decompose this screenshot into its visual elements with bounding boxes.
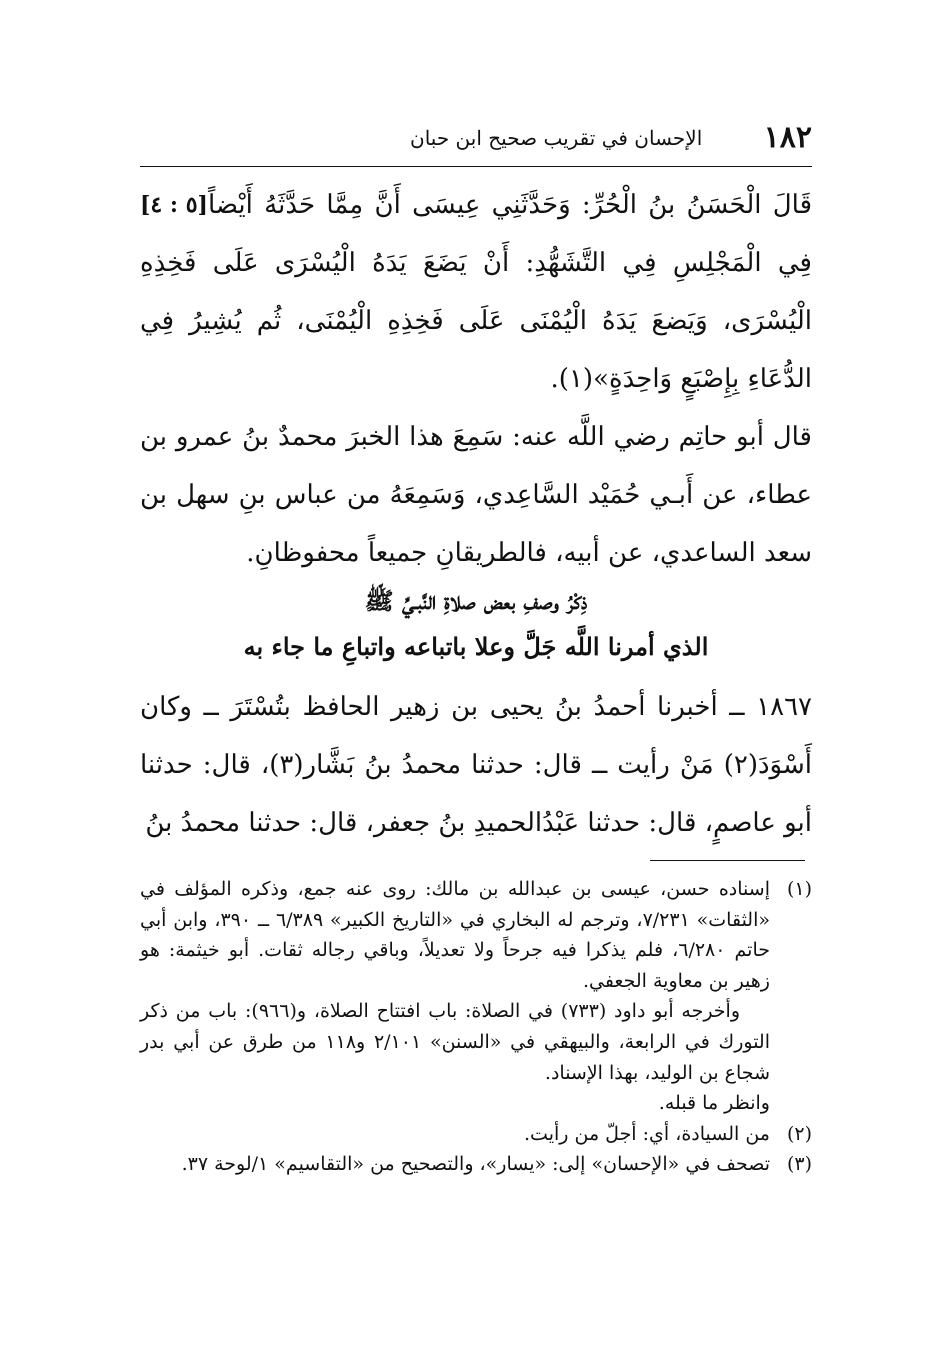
footnote-number: (٢) <box>786 1122 812 1145</box>
header-divider <box>140 166 812 167</box>
section-heading <box>140 578 812 670</box>
footnote-text: وانظر ما قبله. <box>658 1092 770 1115</box>
footnote-number: (١) <box>786 878 812 900</box>
footnote-number: (٣) <box>786 1153 812 1176</box>
page-number: ١٨٢ <box>763 120 812 155</box>
hadith-paragraph <box>140 176 812 408</box>
section-heading-line-2: الذي أمرنا اللَّه جَلَّ وعلا باتباعه واتباعِ ما جاء به <box>243 632 709 661</box>
page-header <box>140 118 812 164</box>
footnote-text: وأخرجه أبو داود (٧٣٣) في الصلاة: باب افتتاح الصلاة، و(٩٦٦): باب من ذكر التورك في الرابعة، والبيهقي في «السنن» ٢/١٠١ و١١٨ من طرق عن أبي بدر شجاع بن الوليد، بهذا الإسناد. <box>140 1000 771 1084</box>
hadith-reference: [٥ : ٤] <box>140 192 208 218</box>
narration-text: ١٨٦٧ ــ أخبرنا أحمدُ بنُ يحيى بن زهير الحافظ بتُسْتَرَ ــ وكان أَسْوَدَ(٢) مَنْ رأيت ــ قال: حدثنا محمدُ بنُ بَشَّار(٣)، قال: حدثنا أبو عاصمٍ، قال: حدثنا عَبْدُالحميدِ بنُ جعفر، قال: حدثنا محمدُ بنُ <box>140 692 812 838</box>
section-heading-line-1: ذِكْرُ وصفِ بعض صلاةِ النَّبـيِّ ﷺ <box>364 586 588 615</box>
footnote-text: من السيادة، أي: أجلّ من رأيت. <box>524 1122 770 1145</box>
author-comment-paragraph <box>140 408 812 582</box>
running-title: الإحسان في تقريب صحيح ابن حبان <box>410 126 703 150</box>
author-comment-text: قال أبو حاتِم رضي اللَّه عنه: سَمِعَ هذا الخبرَ محمدٌ بنُ عمرو بن عطاء، عن أَبـي حُمَيْد السَّاعِدي، وَسَمِعَهُ من عباس بنِ سهل بن سعد الساعدي، عن أبيه، فالطريقانِ جميعاً محفوظانِ. <box>140 422 812 568</box>
narration-paragraph <box>140 678 812 852</box>
footnote-3 <box>140 1149 812 1180</box>
footnotes <box>140 874 812 1180</box>
footnote-1 <box>140 874 812 1119</box>
footnote-text: تصحف في «الإحسان» إلى: «يسار»، والتصحيح من «التقاسيم» ١/لوحة ٣٧. <box>181 1153 770 1176</box>
footnote-text: إسناده حسن، عيسى بن عبدالله بن مالك: روى عنه جمع، وذكره المؤلف في «الثقات» ٧/٢٣١، وترجم له البخاري في «التاريخ الكبير» ٦/٣٨٩ ــ ٣٩٠، وابن أبي حاتم ٦/٢٨٠، فلم يذكرا فيه جرحاً ولا تعديلاً، وباقي رجاله ثقات. أبو خيثمة: هو زهير بن معاوية الجعفي. <box>140 878 770 992</box>
footnote-divider <box>650 860 805 861</box>
footnote-2 <box>140 1119 812 1150</box>
hadith-text: قَالَ الْحَسَنُ بنُ الْحُرِّ: وَحَدَّثَنِي عِيسَى أَنَّ مِمَّا حَدَّثَهُ أَيْضاً فِي الْمَجْلِسِ فِي التَّشَهُّدِ: أَنْ يَضَعَ يَدَهُ الْيُسْرَى عَلَى فَخِذِهِ الْيُسْرَى، وَيَضعَ يَدَهُ الْيُمْنَى عَلَى فَخِذِهِ الْيُمْنَى، ثُم يُشِيرُ فِي الدُّعَاءِ بِإِصْبَعٍ وَاحِدَةٍ»(١). <box>140 190 813 394</box>
